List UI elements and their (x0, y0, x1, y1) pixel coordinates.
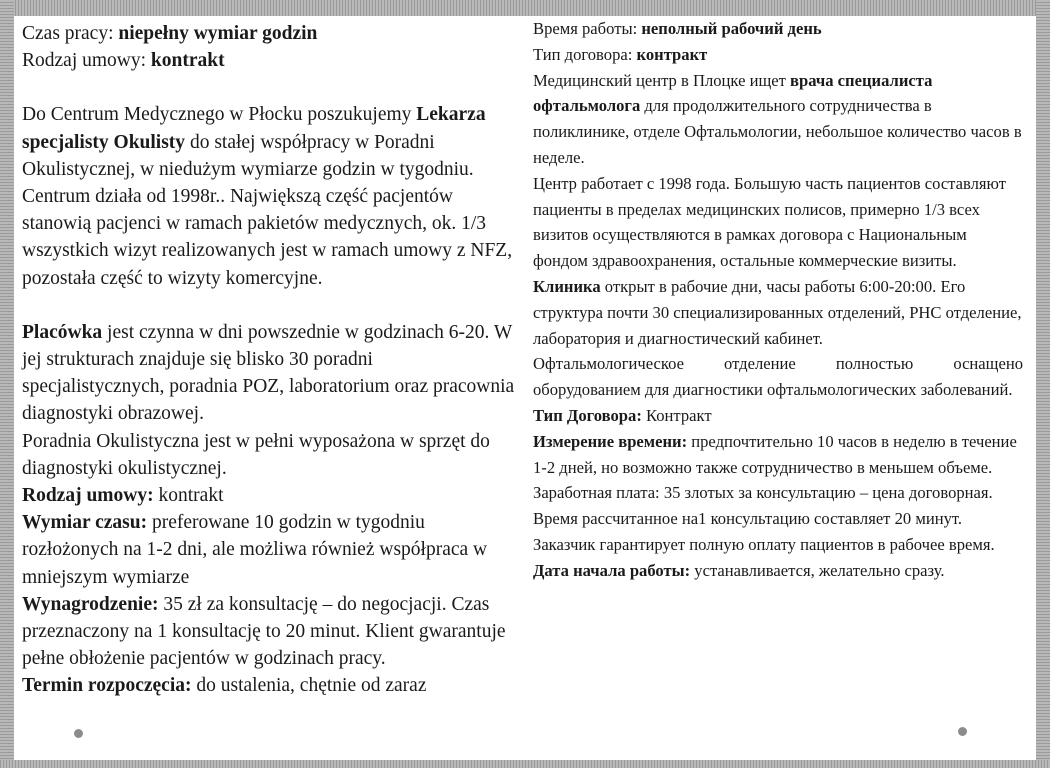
facility-paragraph: Placówka jest czynna w dni powszednie w godzinach 6-20. W jej strukturach znajduje się blisko 30 poradni specjalistycznych, poradnia POZ, laboratorium oraz pracownia diagnostyki obrazowej. (22, 321, 515, 425)
time-scope-line: Wymiar czasu: preferowane 10 godzin w tygodniu rozłożonych na 1-2 dni, ale możliwa również współpraca w mniejszym wymiarze (22, 512, 488, 588)
work-time-line: Время работы: неполный рабочий день (533, 19, 822, 38)
clinic-equipment-paragraph: Poradnia Okulistyczna jest w pełni wyposażona w sprzęt do diagnostyki okulistycznej. (22, 430, 490, 479)
left-border (0, 0, 14, 768)
start-date-line: Termin rozpoczęcia: do ustalenia, chętnie od zaraz (22, 675, 427, 697)
right-border (1036, 0, 1050, 768)
position-title: Lekarza specjalisty Okulisty (22, 104, 486, 153)
time-scope-line: Измерение времени: предпочтительно 10 часов в неделю в течение 1-2 дней, но возможно также сотрудничество в меньшем объеме. (533, 431, 1017, 477)
work-time-label: Czas pracy: (22, 23, 119, 44)
work-time-value: niepełny wymiar godzin (118, 23, 318, 44)
center-paragraph: Центр работает с 1998 года. Большую часть пациентов составляют пациенты в пределах медицинских полисов, примерно 1/3 всех визитов осуществляются в рамках договора с Национальным фондом здравоохранения, остальные коммерческие визиты. (533, 173, 1006, 271)
salary-line: Wynagrodzenie: 35 zł za konsultację – do negocjacji. Czas przeznaczony na 1 konsultację to 20 minut. Klient gwarantuje pełne obłożenie pacjentów w godzinach pracy. (22, 593, 506, 670)
polish-column (22, 20, 517, 700)
work-time-line (22, 20, 517, 47)
position-title: врача специалиста офтальмолога (533, 70, 933, 116)
spacer (22, 292, 517, 319)
contract-line: Rodzaj umowy: kontrakt (22, 485, 224, 507)
start-date-line: Дата начала работы: устанавливается, желательно сразу. (533, 560, 945, 580)
russian-column (533, 16, 1023, 584)
contract-type-line: Тип договора: контракт (533, 44, 708, 64)
bullet-dot-left (74, 729, 83, 738)
top-border (0, 0, 1050, 16)
bottom-border (0, 760, 1050, 768)
clinic-equipment-paragraph: Офтальмологическое отделение полностью оснащено оборудованием для диагностики офтальмологических заболеваний. (533, 354, 1023, 400)
contract-type-value: kontrakt (150, 50, 225, 72)
facility-paragraph: Клиника открыт в рабочие дни, часы работы 6:00-20:00. Его структура почти 30 специализированных отделений, PHC отделение, лаборатория и диагностический кабинет. (533, 276, 1022, 348)
contract-type-line (22, 47, 517, 74)
intro-paragraph: Медицинский центр в Плоцке ищет врача специалиста офтальмолога для продолжительного сотрудничества в поликлинике, отделе Офтальмологии, небольшое количество часов в неделе. (533, 70, 1022, 167)
bullet-dot-right (958, 727, 967, 736)
spacer (22, 74, 517, 101)
contract-type-label: Rodzaj umowy: (22, 50, 151, 72)
intro-paragraph: Do Centrum Medycznego w Płocku poszukujemy Lekarza specjalisty Okulisty do stałej współpracy w Poradni Okulistycznej, w niedużym wymiarze godzin w tygodniu. (22, 104, 486, 180)
center-paragraph: Centrum działa od 1998r.. Największą część pacjentów stanowią pacjenci w ramach pakietów medycznych, ok. 1/3 wszystkich wizyt realizowanych jest w ramach umowy z NFZ, pozostała część to wizyty komercyjne. (22, 186, 513, 289)
salary-line: Заработная плата: 35 злотых за консультацию – цена договорная. Время рассчитанное на1 консультацию составляет 20 минут. Заказчик гарантирует полную оплату пациентов в рабочее время. (533, 483, 995, 554)
contract-line: Тип Договора: Контракт (533, 405, 712, 425)
